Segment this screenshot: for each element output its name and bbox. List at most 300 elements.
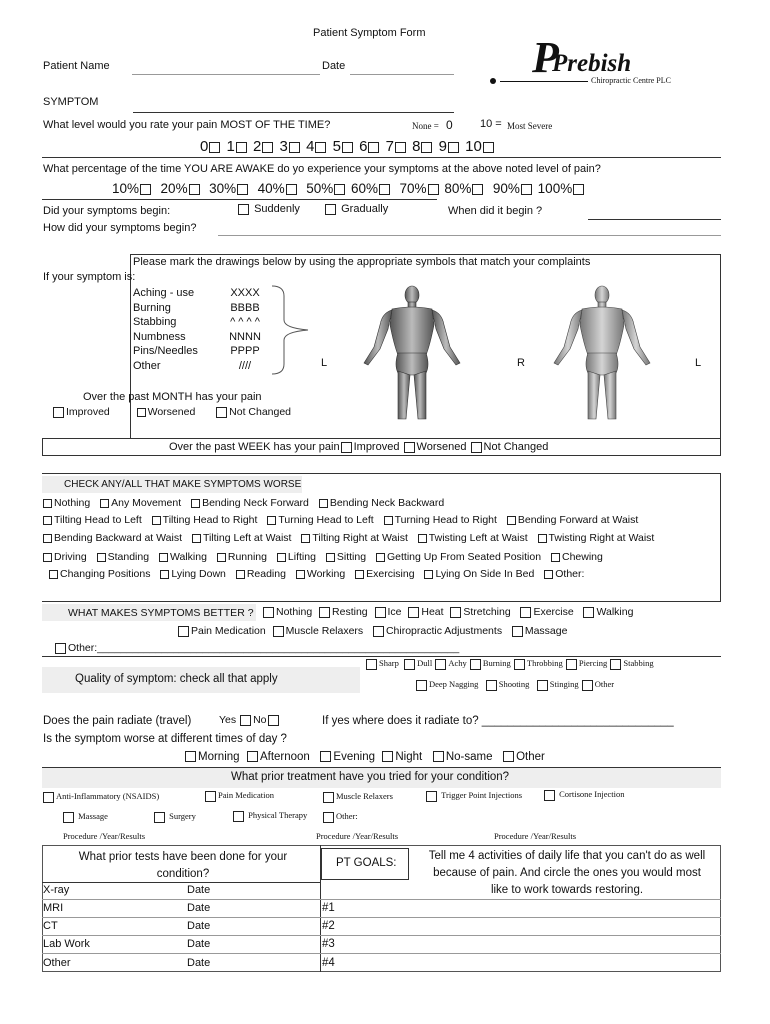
treatment-muscle	[322, 791, 393, 803]
code-stabbing: ^ ^ ^ ^	[230, 316, 260, 328]
quality-stabbing-checkbox[interactable]	[610, 659, 621, 670]
most-text: Most Severe	[507, 121, 553, 131]
symbol-stabbing: Stabbing	[133, 316, 177, 328]
table-line	[42, 953, 721, 954]
worse-twist-left-waist-label: Twisting Left at Waist	[428, 532, 528, 544]
percent-80: 80%	[444, 181, 472, 196]
percent-50-checkbox[interactable]	[334, 184, 345, 195]
quality-achy-checkbox[interactable]	[435, 659, 446, 670]
gradually-label: Gradually	[341, 203, 389, 215]
treatment-cortisone-label: Cortisone Injection	[559, 789, 625, 799]
quality-stinging-label: Stinging	[549, 679, 579, 689]
quality-sharp-label: Sharp	[379, 658, 399, 668]
when-label: When did it begin ?	[448, 205, 543, 217]
divider	[42, 199, 437, 200]
symptom-label: SYMPTOM	[43, 96, 99, 108]
treatment-other	[322, 811, 358, 823]
pt-goals-text: Tell me 4 activities of daily life that you can't do as well because of pain. And circle the ones you would most like to work towards restoring.	[428, 850, 706, 896]
time-no-same-checkbox[interactable]	[433, 751, 444, 762]
time-evening-checkbox[interactable]	[320, 751, 331, 762]
worse-right-line	[720, 473, 721, 601]
better-muscle-relaxers-label: Muscle Relaxers	[285, 625, 364, 637]
percent-question: What percentage of the time YOU ARE AWAKE do yo experience your symptoms at the above noted level of pain?	[43, 163, 601, 175]
treatment-pain-medication-checkbox[interactable]	[205, 791, 216, 802]
worse-header: CHECK ANY/ALL THAT MAKE SYMPTOMS WORSE	[64, 479, 302, 490]
better-chiropractic-checkbox[interactable]	[373, 626, 384, 637]
treatment-top-line	[42, 767, 721, 768]
percent-10-checkbox[interactable]	[140, 184, 151, 195]
scale-7: 7	[385, 138, 394, 155]
month-worsened-checkbox[interactable]	[137, 408, 146, 417]
better-exercise-label: Exercise	[533, 606, 574, 618]
radiate-question: Does the pain radiate (travel)	[43, 715, 192, 727]
radiate-options	[219, 714, 281, 726]
symbol-pins: Pins/Needles	[133, 345, 198, 357]
better-massage-checkbox[interactable]	[512, 626, 523, 637]
worse-reading-label: Reading	[246, 568, 286, 580]
worse-sitting-label: Sitting	[336, 551, 367, 563]
worse-top-line	[42, 473, 721, 474]
worse-working-checkbox[interactable]	[296, 570, 305, 579]
quality-piercing-label: Piercing	[578, 658, 608, 668]
worse-driving-checkbox[interactable]	[43, 553, 52, 562]
scale-4-checkbox[interactable]	[315, 142, 326, 153]
better-walking-checkbox[interactable]	[583, 607, 594, 618]
treatment-other-checkbox[interactable]	[323, 812, 334, 823]
worse-turn-head-left-checkbox[interactable]	[267, 516, 276, 525]
suddenly-checkbox[interactable]	[238, 204, 249, 215]
side-label-left-2: L	[695, 357, 702, 369]
percent-40-checkbox[interactable]	[286, 184, 297, 195]
worse-row-2	[42, 514, 644, 526]
quality-burning-label: Burning	[482, 658, 511, 668]
worse-lying-side-checkbox[interactable]	[424, 570, 433, 579]
worse-lifting-checkbox[interactable]	[277, 553, 286, 562]
better-resting-checkbox[interactable]	[319, 607, 330, 618]
worse-nothing-checkbox[interactable]	[43, 499, 52, 508]
month-not-changed-checkbox[interactable]	[216, 407, 227, 418]
better-top-line	[42, 601, 721, 602]
worse-walking-checkbox[interactable]	[159, 553, 168, 562]
scale-0-checkbox[interactable]	[209, 142, 220, 153]
worse-getting-up-checkbox[interactable]	[376, 553, 385, 562]
logo-subtitle: Chiropractic Centre PLC	[591, 76, 671, 85]
table-line	[42, 917, 721, 918]
test-lab-work-date[interactable]: Date	[187, 938, 211, 950]
worse-running-label: Running	[227, 551, 267, 563]
radiate-no-label: No	[253, 714, 267, 726]
when-field[interactable]	[588, 219, 721, 220]
logo-text: Prebish	[552, 50, 632, 77]
goal-4[interactable]: #4	[322, 957, 335, 969]
month-options	[52, 406, 291, 418]
percent-80-checkbox[interactable]	[472, 184, 483, 195]
percent-20: 20%	[160, 181, 188, 196]
quality-stabbing-label: Stabbing	[623, 658, 654, 668]
goal-1[interactable]: #1	[322, 902, 335, 914]
treatment-cortisone	[543, 789, 625, 801]
week-not-changed-label: Not Changed	[483, 441, 549, 453]
gradually-checkbox[interactable]	[325, 204, 336, 215]
quality-other-checkbox[interactable]	[582, 680, 593, 691]
scale-2-checkbox[interactable]	[262, 142, 273, 153]
percent-60-checkbox[interactable]	[379, 184, 390, 195]
better-header: WHAT MAKES SYMPTOMS BETTER ?	[68, 607, 254, 619]
times-row	[184, 751, 545, 763]
scale-6: 6	[359, 138, 368, 155]
worse-reading-checkbox[interactable]	[236, 570, 245, 579]
worse-tilt-head-left-label: Tilting Head to Left	[54, 514, 142, 526]
percent-100-checkbox[interactable]	[573, 184, 584, 195]
scale-3: 3	[279, 138, 288, 155]
most-label: 10 =	[480, 118, 502, 130]
patient-name-label: Patient Name	[43, 60, 110, 72]
form-title: Patient Symptom Form	[313, 27, 426, 39]
better-nothing-checkbox[interactable]	[263, 607, 274, 618]
worse-nothing-label: Nothing	[54, 497, 91, 509]
symbol-other: Other	[133, 359, 161, 372]
better-heat-label: Heat	[421, 606, 444, 618]
treatment-massage-label: Massage	[78, 811, 108, 821]
goal-3[interactable]: #3	[322, 938, 335, 950]
quality-shooting-checkbox[interactable]	[486, 680, 497, 691]
worse-bending-neck-backward-label: Bending Neck Backward	[329, 497, 445, 509]
percent-30-checkbox[interactable]	[237, 184, 248, 195]
side-label-left-1: L	[321, 357, 328, 369]
begin-question: Did your symptoms begin:	[43, 205, 171, 217]
quality-dull-label: Dull	[417, 658, 433, 668]
code-numbness: NNNN	[229, 330, 261, 343]
worse-row-1	[42, 497, 450, 509]
better-muscle-relaxers-checkbox[interactable]	[273, 626, 284, 637]
better-row-2	[177, 625, 567, 637]
logo: P Prebish Chiropractic Centre PLC	[490, 34, 700, 86]
date-label: Date	[322, 60, 346, 72]
worse-working-label: Working	[306, 568, 346, 580]
percent-10: 10%	[112, 181, 140, 196]
quality-dull-checkbox[interactable]	[404, 659, 415, 670]
symbol-numbness: Numbness	[133, 330, 186, 343]
code-pins: PPPP	[230, 345, 260, 357]
better-walking-label: Walking	[596, 606, 634, 618]
worse-twist-right-waist-label: Twisting Right at Waist	[548, 532, 655, 544]
symbol-aching: Aching - use	[133, 287, 195, 299]
worse-chewing-label: Chewing	[561, 551, 603, 563]
brace-icon	[270, 284, 312, 376]
better-ice-checkbox[interactable]	[375, 607, 386, 618]
treatment-massage	[62, 811, 108, 823]
better-ice-label: Ice	[387, 606, 402, 618]
pain-question: What level would you rate your pain MOST OF THE TIME?	[43, 119, 331, 131]
month-worsened-label: Worsened	[147, 406, 196, 418]
better-heat-checkbox[interactable]	[408, 607, 419, 618]
scale-10-checkbox[interactable]	[483, 142, 494, 153]
how-question: How did your symptoms begin?	[43, 222, 197, 234]
worse-tilt-head-right-label: Tilting Head to Right	[162, 514, 258, 526]
radiate-where[interactable]: If yes where does it radiate to? ______________________________	[322, 715, 674, 727]
scale-0: 0	[200, 138, 209, 155]
worse-bending-neck-backward-checkbox[interactable]	[319, 499, 328, 508]
better-row-1	[262, 606, 633, 618]
suddenly-label: Suddenly	[254, 203, 300, 215]
quality-row-1	[365, 658, 654, 670]
worse-lying-side-label: Lying On Side In Bed	[435, 568, 535, 580]
week-question: Over the past WEEK has your pain	[169, 441, 340, 453]
month-not-changed-label: Not Changed	[229, 406, 292, 418]
worse-lifting-label: Lifting	[287, 551, 316, 563]
worse-changing-positions-label: Changing Positions	[60, 568, 151, 580]
percent-70-checkbox[interactable]	[428, 184, 439, 195]
time-afternoon-checkbox[interactable]	[247, 751, 258, 762]
worse-turn-head-right-label: Turning Head to Right	[394, 514, 497, 526]
treatment-row-1	[42, 791, 159, 803]
quality-stinging-checkbox[interactable]	[537, 680, 548, 691]
worse-other-checkbox[interactable]	[544, 570, 553, 579]
worse-row-3	[42, 532, 660, 544]
treatment-nsaids-label: Anti-Inflammatory (NSAIDS)	[56, 791, 160, 801]
radiate-yes-label: Yes	[219, 714, 237, 726]
week-question-row	[169, 441, 548, 453]
worse-driving-label: Driving	[54, 551, 87, 563]
time-morning-label: Morning	[198, 751, 240, 763]
scale-3-checkbox[interactable]	[289, 142, 300, 153]
worse-tilt-head-right-checkbox[interactable]	[152, 516, 161, 525]
drawing-box-right	[720, 254, 721, 438]
percent-scale	[112, 181, 586, 196]
treatment-massage-checkbox[interactable]	[63, 812, 74, 823]
radiate-yes-checkbox[interactable]	[240, 715, 251, 726]
symbol-burning: Burning	[133, 301, 171, 314]
worse-bending-neck-forward-checkbox[interactable]	[191, 499, 200, 508]
worse-lying-down-label: Lying Down	[171, 568, 226, 580]
test-lab-work: Lab Work	[43, 938, 90, 950]
scale-9-checkbox[interactable]	[448, 142, 459, 153]
code-other: ////	[238, 359, 252, 372]
worse-tilt-right-waist-checkbox[interactable]	[301, 534, 310, 543]
scale-1: 1	[226, 138, 235, 155]
worse-running-checkbox[interactable]	[217, 553, 226, 562]
symbol-codes	[222, 286, 268, 373]
test-mri-date[interactable]: Date	[187, 902, 211, 914]
treatment-pain-medication-label: Pain Medication	[218, 790, 274, 800]
worse-times-question: Is the symptom worse at different times of day ?	[43, 733, 287, 745]
worse-row-5	[48, 568, 590, 580]
percent-100: 100%	[537, 181, 573, 196]
quality-throbbing-label: Throbbing	[526, 658, 563, 668]
worse-tilt-left-waist-label: Tilting Left at Waist	[202, 532, 292, 544]
worse-exercising-label: Exercising	[366, 568, 415, 580]
test-ct-date[interactable]: Date	[187, 920, 211, 932]
radiate-no-checkbox[interactable]	[268, 715, 279, 726]
worse-any-movement-checkbox[interactable]	[100, 499, 109, 508]
scale-5: 5	[332, 138, 341, 155]
treatment-pain-med	[204, 790, 274, 802]
better-nothing-label: Nothing	[276, 606, 313, 618]
better-pain-medication-checkbox[interactable]	[178, 626, 189, 637]
quality-sharp-checkbox[interactable]	[366, 659, 377, 670]
worse-bend-backward-waist-checkbox[interactable]	[43, 534, 52, 543]
scale-1-checkbox[interactable]	[236, 142, 247, 153]
treatment-surgery-checkbox[interactable]	[154, 812, 165, 823]
week-worsened-label: Worsened	[416, 441, 467, 453]
week-not-changed-checkbox[interactable]	[471, 442, 482, 453]
scale-2: 2	[253, 138, 262, 155]
worse-any-movement-label: Any Movement	[111, 497, 182, 509]
percent-50: 50%	[306, 181, 334, 196]
better-stretching-checkbox[interactable]	[450, 607, 461, 618]
treatment-muscle-relaxers-checkbox[interactable]	[323, 792, 334, 803]
percent-20-checkbox[interactable]	[189, 184, 200, 195]
worse-tilt-head-left-checkbox[interactable]	[43, 516, 52, 525]
treatment-physical-therapy-checkbox[interactable]	[233, 811, 244, 822]
quality-label: Quality of symptom: check all that apply	[75, 673, 278, 685]
worse-lying-down-checkbox[interactable]	[160, 570, 169, 579]
quality-burning-checkbox[interactable]	[470, 659, 481, 670]
treatment-other-label: Other:	[336, 811, 358, 821]
worse-exercising-checkbox[interactable]	[355, 570, 364, 579]
time-no-same-label: No-same	[445, 751, 493, 763]
proc-label-1: Procedure /Year/Results	[63, 831, 145, 841]
pain-scale	[200, 138, 496, 155]
proc-label-2: Procedure /Year/Results	[316, 831, 398, 841]
test-xray: X-ray	[43, 884, 70, 896]
symptom-field[interactable]	[133, 112, 454, 113]
time-other-label: Other	[516, 751, 545, 763]
body-front-figure[interactable]	[550, 285, 654, 425]
scale-10: 10	[465, 138, 482, 155]
quality-shooting-label: Shooting	[498, 679, 530, 689]
week-improved-checkbox[interactable]	[341, 442, 352, 453]
worse-standing-checkbox[interactable]	[97, 553, 106, 562]
test-mri: MRI	[43, 902, 64, 914]
drawing-instruction: Please mark the drawings below by using the appropriate symbols that match your complaints	[133, 256, 591, 268]
treatment-physical-therapy-label: Physical Therapy	[248, 810, 308, 820]
better-other-row	[54, 642, 459, 654]
scale-6-checkbox[interactable]	[368, 142, 379, 153]
better-bottom-line	[42, 656, 721, 657]
goal-2[interactable]: #2	[322, 920, 335, 932]
worse-chewing-checkbox[interactable]	[551, 553, 560, 562]
symbol-list	[133, 286, 198, 373]
month-improved-checkbox[interactable]	[53, 407, 64, 418]
treatment-surgery	[153, 811, 196, 823]
treatment-trigger-point-label: Trigger Point Injections	[441, 790, 523, 800]
better-resting-label: Resting	[332, 606, 368, 618]
treatment-nsaids-checkbox[interactable]	[43, 792, 54, 803]
better-massage-label: Massage	[524, 625, 568, 637]
percent-30: 30%	[209, 181, 237, 196]
time-night-label: Night	[395, 751, 423, 763]
worse-row-4	[42, 551, 609, 563]
treatment-trigger	[425, 790, 522, 802]
none-label: None =	[412, 121, 439, 131]
percent-60: 60%	[350, 181, 379, 196]
date-field[interactable]	[350, 74, 454, 75]
proc-label-3: Procedure /Year/Results	[494, 831, 576, 841]
month-improved-label: Improved	[66, 406, 110, 418]
scale-9: 9	[438, 138, 447, 155]
worse-other-label: Other:	[555, 568, 585, 580]
side-label-right: R	[517, 357, 525, 369]
worse-tilt-right-waist-label: Tilting Right at Waist	[312, 532, 408, 544]
treatment-trigger-point-checkbox[interactable]	[426, 791, 437, 802]
begin-options	[237, 203, 388, 215]
time-evening-label: Evening	[333, 751, 375, 763]
better-exercise-checkbox[interactable]	[520, 607, 531, 618]
treatment-surgery-label: Surgery	[169, 811, 196, 821]
better-other-label[interactable]: Other:______________________________________________________________	[68, 642, 460, 654]
test-other: Other	[43, 957, 71, 969]
better-other-checkbox[interactable]	[55, 643, 66, 654]
scale-7-checkbox[interactable]	[395, 142, 406, 153]
none-value: 0	[446, 118, 453, 132]
drawing-box-top	[130, 254, 721, 255]
body-back-figure[interactable]	[360, 285, 464, 425]
quality-other-label: Other	[594, 679, 615, 689]
tests-header: What prior tests have been done for your condition?	[78, 851, 288, 880]
time-night-checkbox[interactable]	[382, 751, 393, 762]
code-burning: BBBB	[230, 301, 260, 314]
treatment-pt	[232, 810, 307, 822]
treatment-muscle-relaxers-label: Muscle Relaxers	[336, 791, 393, 801]
week-worsened-checkbox[interactable]	[404, 442, 415, 453]
test-xray-date[interactable]: Date	[187, 884, 211, 896]
worse-bend-forward-waist-label: Bending Forward at Waist	[517, 514, 639, 526]
worse-bend-forward-waist-checkbox[interactable]	[507, 516, 516, 525]
treatment-cortisone-checkbox[interactable]	[544, 790, 555, 801]
table-line	[42, 899, 721, 900]
quality-row-2	[415, 679, 614, 691]
divider	[42, 157, 721, 158]
time-morning-checkbox[interactable]	[185, 751, 196, 762]
scale-4: 4	[306, 138, 315, 155]
time-afternoon-label: Afternoon	[259, 751, 310, 763]
how-field[interactable]	[218, 235, 721, 236]
percent-40: 40%	[257, 181, 285, 196]
better-chiropractic-label: Chiropractic Adjustments	[385, 625, 503, 637]
percent-70: 70%	[399, 181, 427, 196]
scale-8-checkbox[interactable]	[421, 142, 432, 153]
week-improved-label: Improved	[353, 441, 400, 453]
worse-walking-label: Walking	[169, 551, 207, 563]
worse-bend-backward-waist-label: Bending Backward at Waist	[54, 532, 183, 544]
worse-tilt-left-waist-checkbox[interactable]	[192, 534, 201, 543]
worse-sitting-checkbox[interactable]	[326, 553, 335, 562]
worse-standing-label: Standing	[107, 551, 150, 563]
test-ct: CT	[43, 920, 58, 932]
time-other-checkbox[interactable]	[503, 751, 514, 762]
worse-changing-positions-checkbox[interactable]	[49, 570, 58, 579]
scale-8: 8	[412, 138, 421, 155]
treatment-header: What prior treatment have you tried for your condition?	[231, 771, 510, 783]
quality-piercing-checkbox[interactable]	[566, 659, 577, 670]
worse-twist-left-waist-checkbox[interactable]	[418, 534, 427, 543]
worse-getting-up-label: Getting Up From Seated Position	[386, 551, 542, 563]
quality-deep-nagging-checkbox[interactable]	[416, 680, 427, 691]
quality-throbbing-checkbox[interactable]	[514, 659, 525, 670]
percent-90-checkbox[interactable]	[521, 184, 532, 195]
better-stretching-label: Stretching	[463, 606, 511, 618]
table-line	[42, 935, 721, 936]
scale-5-checkbox[interactable]	[342, 142, 353, 153]
test-other-date[interactable]: Date	[187, 957, 211, 969]
pt-goals-header: PT GOALS:	[336, 857, 397, 869]
patient-name-field[interactable]	[132, 74, 320, 75]
worse-twist-right-waist-checkbox[interactable]	[538, 534, 547, 543]
code-aching: XXXX	[230, 287, 260, 299]
worse-turn-head-left-label: Turning Head to Left	[278, 514, 374, 526]
worse-turn-head-right-checkbox[interactable]	[384, 516, 393, 525]
